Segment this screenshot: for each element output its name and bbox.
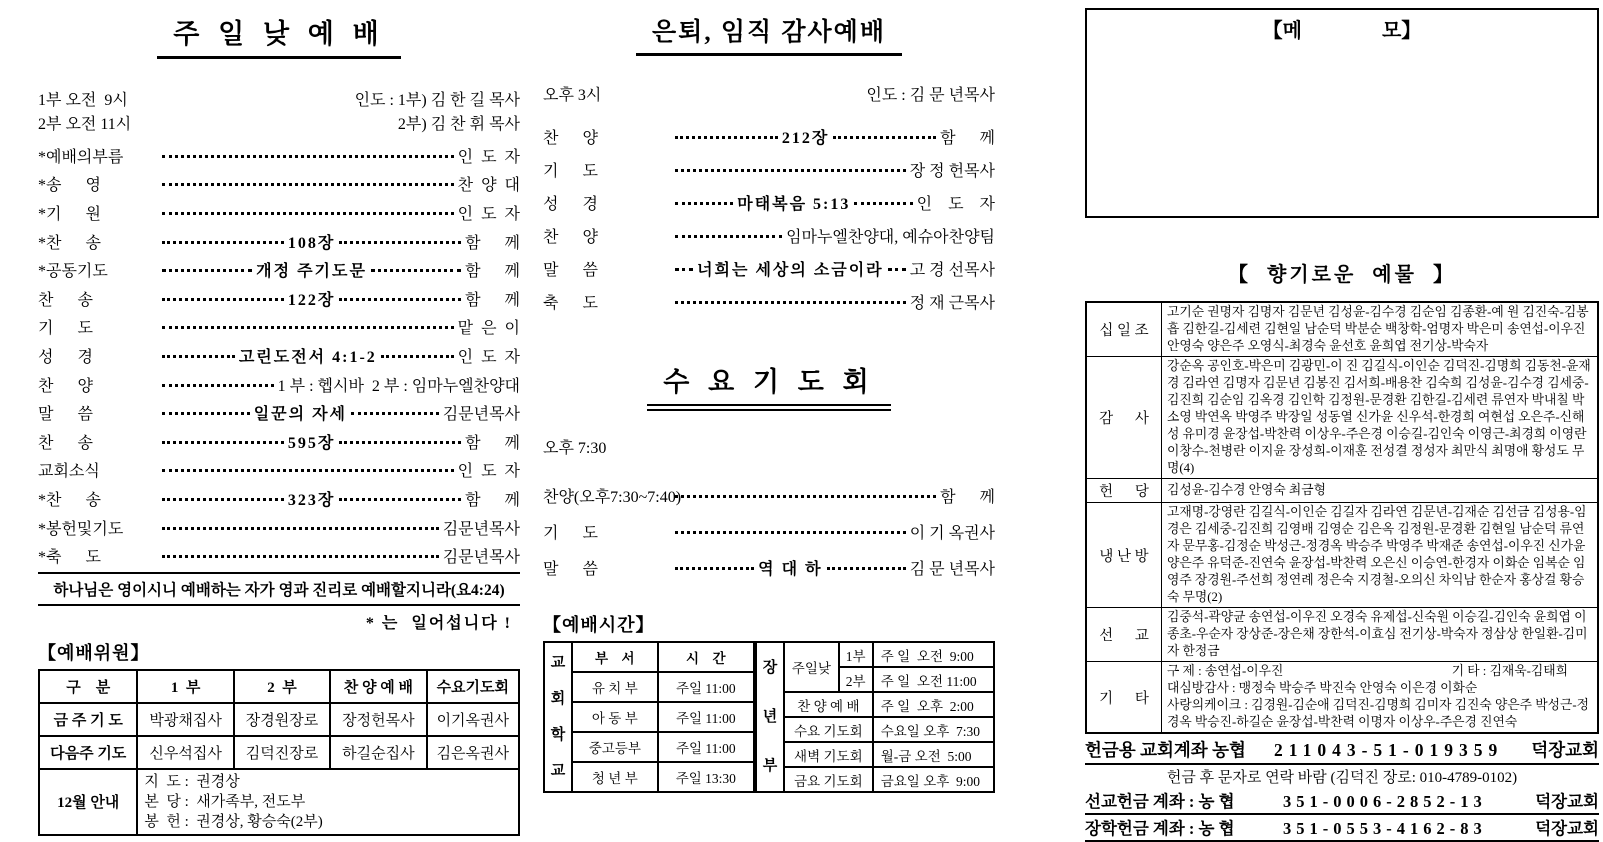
committee-cell: 하길순집사 <box>330 736 426 769</box>
dotted-leader <box>162 269 252 272</box>
order-row <box>38 170 520 199</box>
order-label: *기 원 <box>38 205 101 223</box>
meeting-time: 수요일 오후 7:30 <box>873 717 994 742</box>
committee-heading: 【예배위원】 <box>38 642 150 663</box>
scripture-ref: 고린도전서 4:1-2 <box>238 348 377 366</box>
offering-names: 김중석-곽양균 송연섭-이우진 오경숙 유제섭-신숙원 이승길-김인숙 윤희엽 이종초-우순자 장상준-장은채 장한석-이효심 전기상-박숙자 정삼상 한일환-김미자 한정금 <box>1162 608 1599 662</box>
dotted-leader <box>339 241 461 244</box>
order-right: 함 께 <box>940 130 996 147</box>
dotted-leader <box>675 268 693 271</box>
service-time: 오후 3시 <box>543 87 602 104</box>
december-line: 봉 헌 : 권경상, 황승숙(2부) <box>144 813 323 830</box>
december-info <box>137 769 519 835</box>
account-number: 351-0553-4162-83 <box>1283 819 1487 838</box>
dotted-leader <box>854 202 912 205</box>
meeting-time: 월-금 오전 5:00 <box>873 742 994 767</box>
middle-section <box>543 10 995 793</box>
committee-row-label: 금 주 기 도 <box>39 703 137 736</box>
order-row <box>543 285 995 318</box>
scholarship-account-line <box>1085 815 1599 842</box>
dotted-leader <box>162 326 454 329</box>
dotted-leader <box>675 531 906 534</box>
dept-time: 주일 13:30 <box>658 762 754 792</box>
offering-row <box>1086 302 1598 357</box>
order-right: 김문년목사 <box>442 549 520 567</box>
dotted-leader <box>162 241 284 244</box>
dept-time: 주일 11:00 <box>658 702 754 732</box>
service-time: 오후 7:30 <box>543 440 607 457</box>
order-right: 인 도 자 <box>457 463 520 481</box>
order-right: 김문년목사 <box>442 520 520 538</box>
offering-names: 강순옥 공인호-박은미 김광민-이 진 김길식-이인순 김덕진-김명희 김동천-윤재경 김라연 김명자 김문년 김봉진 김서희-배용찬 김숙희 김성윤-김수경 김세중-김진희 김순임 김옥경 김인학 김정원-문경환 김한길-김세련 류연자 박내칠 박소영 박연옥 박영주 박장일 성동열 신가윤 신우석-한경희 여현섭 오은주-신해성 유미경 윤장섭-박찬력 이상우-주은경 이승길-김인숙 이영근-최경희 이영란 이창수-천병란 이지윤 장성희-이재훈 전성결 정성자 최만식 최명애 황성도 무명(4) <box>1162 357 1599 479</box>
order-label: *송 영 <box>38 177 101 195</box>
account-number: 211043-51-019359 <box>1274 740 1504 760</box>
memo-box <box>1085 8 1599 218</box>
offering-names-misc <box>1162 662 1599 734</box>
dotted-leader <box>162 441 284 444</box>
memo-title: 【메 모】 <box>1262 20 1422 42</box>
worship-committee-table <box>38 669 520 836</box>
part2-leader: 2부) 김 찬 휘 목사 <box>397 116 520 133</box>
order-label: 성 경 <box>38 348 93 366</box>
order-label: 찬 양 <box>543 130 598 147</box>
service-time-row <box>38 89 520 113</box>
offering-row <box>1086 479 1598 503</box>
order-label: 말 씀 <box>543 560 598 578</box>
order-row <box>543 120 995 153</box>
scripture-ref: 역 대 하 <box>758 560 823 578</box>
relief-offering: 구 제 : 송연섭-이우진 <box>1167 664 1284 678</box>
order-right: 고 경 선목사 <box>909 262 995 279</box>
dept-time: 주일 11:00 <box>658 732 754 762</box>
dotted-leader <box>888 268 906 271</box>
order-row <box>38 198 520 227</box>
mission-account-line <box>1085 788 1599 815</box>
dept-header: 부 서 <box>572 642 658 672</box>
part2-time: 2부 오전 11시 <box>38 116 132 133</box>
hymn-number: 212장 <box>781 130 830 147</box>
offering-row <box>1086 662 1598 734</box>
dotted-leader <box>162 384 274 387</box>
order-row <box>38 370 520 399</box>
offering-row <box>1086 608 1598 662</box>
meeting-label: 수요 기도회 <box>784 717 873 742</box>
order-row <box>38 541 520 570</box>
account-label: 장학헌금 계좌 : 농 협 <box>1085 819 1235 838</box>
order-label: 성 경 <box>543 196 598 213</box>
offering-names: 김성윤-김수경 안영숙 최금형 <box>1162 479 1599 503</box>
adult-row <box>756 742 994 767</box>
dotted-leader <box>162 527 439 530</box>
offering-names: 고재명-강영란 김길식-이인순 김길자 김라연 김문년-김재순 김선금 김성용-임경은 김세중-김진희 김영배 김영순 김은옥 김정원-문경환 김현일 남순덕 류연자 문무홍-김정순 박성근-정경옥 박승주 박영주 박재준 송연섭-이우진 신가윤 양은주 유덕준-진연숙 윤장섭-박찬력 오은신 이승연-한경자 이화순 임복순 임영주 장경원-주선희 정연례 정은숙 지경철-오의신 차익남 한순자 홍상걸 황승숙 무명(2) <box>1162 503 1599 608</box>
committee-row-label: 다음주 기도 <box>39 736 137 769</box>
account-label: 선교헌금 계좌 : 농 협 <box>1085 792 1235 811</box>
adult-row <box>756 692 994 717</box>
visitation-thanks: 대심방감사 : 맹정숙 박승주 박진숙 안영숙 이은경 이화순 <box>1167 681 1478 695</box>
order-of-service <box>543 120 995 318</box>
sunday-day-label: 주일낮 <box>784 642 839 692</box>
standing-note: * 는 일어섭니다 ! <box>365 614 512 632</box>
order-label: *공동기도 <box>38 263 108 281</box>
order-row <box>543 219 995 252</box>
order-right: 이 기 옥권사 <box>909 524 995 542</box>
part1-leader: 인도 : 1부) 김 한 길 목사 <box>354 92 520 109</box>
december-line: 본 당 : 새가족부, 전도부 <box>144 793 306 810</box>
dotted-leader <box>339 498 461 501</box>
committee-header: 2 부 <box>234 670 330 703</box>
part-label: 2부 <box>839 667 873 692</box>
order-label: *축 도 <box>38 549 101 567</box>
order-right: 함 께 <box>465 434 521 452</box>
service-time-row <box>543 84 995 108</box>
dotted-leader <box>339 441 461 444</box>
offering-account-line <box>1085 737 1599 765</box>
offering-category: 기 타 <box>1086 662 1162 734</box>
order-right: 인 도 자 <box>457 348 520 366</box>
order-label: 찬 양 <box>38 377 93 395</box>
service-time-row <box>543 437 995 461</box>
meeting-time: 금요일 오후 9:00 <box>873 767 994 792</box>
love-cake: 사랑의케이크 : 김경원-김순애 김덕진-김명희 김미자 김진숙 양은주 박성근-정경옥 박승진-하길순 윤장섭-박찬력 이명자 이상우-주은경 진연숙 <box>1167 698 1589 729</box>
dotted-leader <box>339 298 461 301</box>
dotted-leader <box>381 355 454 358</box>
committee-header-row <box>39 670 519 703</box>
sunday-service-section <box>38 10 520 836</box>
order-label: *찬 송 <box>38 234 101 252</box>
dotted-leader <box>675 495 936 498</box>
adult-row <box>756 767 994 792</box>
dotted-leader <box>162 412 250 415</box>
part-time: 주 일 오전 9:00 <box>873 642 994 667</box>
order-label: *예배의부름 <box>38 148 124 166</box>
offering-row <box>1086 503 1598 608</box>
order-row <box>543 186 995 219</box>
order-row <box>38 341 520 370</box>
order-right: 김 문 년목사 <box>909 560 995 578</box>
school-row <box>544 702 754 732</box>
order-row <box>38 141 520 170</box>
account-holder: 덕장교회 <box>1531 740 1599 760</box>
order-of-service <box>543 477 995 585</box>
december-line: 지 도 : 권경상 <box>144 773 240 790</box>
dotted-leader <box>162 469 454 472</box>
order-row <box>38 255 520 284</box>
order-label: 축 도 <box>543 295 598 312</box>
order-right: 정 재 근목사 <box>909 295 995 312</box>
order-row <box>38 427 520 456</box>
order-right: 인 도 자 <box>457 205 520 223</box>
dotted-leader <box>351 412 439 415</box>
bank-accounts <box>1085 737 1599 842</box>
order-row <box>38 313 520 342</box>
part-label: 1부 <box>839 642 873 667</box>
order-right: 장 정 헌목사 <box>909 163 995 180</box>
part-time: 주 일 오전 11:00 <box>873 667 994 692</box>
dotted-leader <box>162 155 454 158</box>
church-school-vertical-label: 교회학교 <box>544 642 572 792</box>
dotted-leader <box>162 555 439 558</box>
committee-row <box>39 736 519 769</box>
sermon-title: 일꾼의 자세 <box>253 406 347 424</box>
committee-row <box>39 769 519 835</box>
dotted-leader <box>675 202 733 205</box>
order-right: 함 께 <box>465 491 521 509</box>
offering-category: 십 일 조 <box>1086 302 1162 357</box>
dotted-leader <box>675 567 754 570</box>
committee-cell: 김은옥권사 <box>427 736 519 769</box>
order-row <box>38 484 520 513</box>
dotted-leader <box>675 301 906 304</box>
sermon-title: 너희는 세상의 소금이라 <box>697 262 884 279</box>
committee-cell: 장정헌목사 <box>330 703 426 736</box>
offering-row <box>1086 357 1598 479</box>
order-label: 기 도 <box>543 524 598 542</box>
dotted-leader <box>371 269 461 272</box>
order-right: 김문년목사 <box>442 406 520 424</box>
order-label: 교회소식 <box>38 463 100 481</box>
dotted-leader <box>675 136 778 139</box>
order-right: 1 부 : 헵시바 2 부 : 임마누엘찬양대 <box>277 377 520 395</box>
right-section <box>1085 8 1599 842</box>
account-holder: 덕장교회 <box>1535 819 1599 838</box>
committee-cell: 이기옥권사 <box>427 703 519 736</box>
order-row <box>543 513 995 549</box>
committee-cell: 박광채집사 <box>137 703 233 736</box>
offering-category: 냉 난 방 <box>1086 503 1162 608</box>
sunday-service-title: 주 일 낮 예 배 <box>157 10 400 59</box>
contact-note: 헌금 후 문자로 연락 바람 (김덕진 장로: 010-4789-0102) <box>1166 770 1518 786</box>
committee-header: 수요기도회 <box>427 670 519 703</box>
school-row <box>544 672 754 702</box>
order-right: 함 께 <box>465 263 521 281</box>
committee-cell: 신우석집사 <box>137 736 233 769</box>
dotted-leader <box>162 355 235 358</box>
worship-times-heading: 【예배시간】 <box>543 615 655 635</box>
part1-time: 1부 오전 9시 <box>38 92 128 109</box>
order-label: 찬 송 <box>38 434 93 452</box>
offering-names: 고기순 권명자 김명자 김문년 김성윤-김수경 김순임 김종환-예 원 김진숙-김봉흡 김한길-김세련 김현일 남순덕 박분순 백창학-엄명자 박은미 송연섭-이우진 안영숙 양은주 오영식-최경숙 윤선호 윤희엽 전기상-박숙자 <box>1162 302 1599 357</box>
order-right: 함 께 <box>465 291 521 309</box>
scripture-verse-banner: 하나님은 영이시니 예배하는 자가 영과 진리로 예배할지니라(요4:24) <box>38 572 520 606</box>
order-label: *찬 송 <box>38 491 101 509</box>
offering-category: 헌 당 <box>1086 479 1162 503</box>
meeting-label: 금요 기도회 <box>784 767 873 792</box>
order-right: 임마누엘찬양대, 예슈아찬양팀 <box>786 229 995 246</box>
committee-header: 찬 양 예 배 <box>330 670 426 703</box>
offerings-heading: 【 향기로운 예물 】 <box>1228 264 1456 286</box>
meeting-label: 찬 양 예 배 <box>784 692 873 717</box>
dotted-leader <box>162 183 454 186</box>
december-label: 12월 안내 <box>39 769 137 835</box>
hymn-number: 595장 <box>287 434 336 452</box>
order-right: 함 께 <box>940 488 995 506</box>
meeting-label: 새벽 기도회 <box>784 742 873 767</box>
hymn-number: 323장 <box>287 491 336 509</box>
adult-row <box>756 717 994 742</box>
dotted-leader <box>162 212 454 215</box>
order-label: 찬 송 <box>38 291 93 309</box>
order-row <box>543 549 995 585</box>
order-row <box>38 513 520 542</box>
order-right: 맡 은 이 <box>457 320 520 338</box>
dept-name: 중고등부 <box>572 732 658 762</box>
order-row <box>38 284 520 313</box>
service-leader: 인도 : 김 문 년목사 <box>866 87 995 104</box>
misc-line <box>1167 663 1592 680</box>
dept-name: 아 동 부 <box>572 702 658 732</box>
dotted-leader <box>827 567 906 570</box>
order-of-service <box>38 141 520 570</box>
order-row <box>543 252 995 285</box>
order-row <box>38 227 520 256</box>
committee-cell: 김덕진장로 <box>234 736 330 769</box>
school-row <box>544 732 754 762</box>
order-right: 인 도 자 <box>916 196 995 213</box>
order-right: 인 도 자 <box>457 148 520 166</box>
account-label: 헌금용 교회계좌 농협 <box>1085 740 1246 760</box>
thanksgiving-service-title: 은퇴, 임직 감사예배 <box>636 10 902 56</box>
dept-name: 유 치 부 <box>572 672 658 702</box>
order-label: *봉헌및기도 <box>38 520 124 538</box>
order-row <box>543 477 995 513</box>
adult-times-table <box>755 641 995 793</box>
time-header: 시 간 <box>658 642 754 672</box>
offerings-table <box>1085 301 1599 734</box>
adult-row <box>756 642 994 667</box>
hymn-number: 108장 <box>287 234 336 252</box>
order-row <box>543 153 995 186</box>
order-label: 찬양(오후7:30~7:40) <box>543 488 682 506</box>
order-row <box>38 398 520 427</box>
dept-time: 주일 11:00 <box>658 672 754 702</box>
order-label: 기 도 <box>543 163 598 180</box>
committee-header: 구 분 <box>39 670 137 703</box>
meeting-time: 주 일 오후 2:00 <box>873 692 994 717</box>
dotted-leader <box>162 298 284 301</box>
account-number: 351-0006-2852-13 <box>1283 792 1487 811</box>
etc-offering: 기 타 : 김재욱-김태희 <box>1451 664 1568 678</box>
church-school-times-table <box>543 641 755 793</box>
dotted-leader <box>833 136 936 139</box>
order-label: 말 씀 <box>38 406 93 424</box>
service-time-row <box>38 113 520 137</box>
dotted-leader <box>675 169 906 172</box>
scripture-ref: 마태복음 5:13 <box>737 196 851 213</box>
order-right: 찬 양 대 <box>457 177 520 195</box>
school-row <box>544 762 754 792</box>
worship-times-tables <box>543 641 995 793</box>
order-label: 말 씀 <box>543 262 598 279</box>
hymn-number: 122장 <box>287 291 336 309</box>
wednesday-prayer-title: 수 요 기 도 회 <box>647 358 890 411</box>
prayer-title: 개정 주기도문 <box>256 263 367 281</box>
offering-category: 감 사 <box>1086 357 1162 479</box>
order-right: 함 께 <box>465 234 521 252</box>
dotted-leader <box>162 498 284 501</box>
committee-cell: 장경원장로 <box>234 703 330 736</box>
adult-vertical-label: 장년부 <box>756 642 784 792</box>
offering-category: 선 교 <box>1086 608 1162 662</box>
dotted-leader <box>675 235 782 238</box>
order-row <box>38 456 520 485</box>
committee-header: 1 부 <box>137 670 233 703</box>
committee-row <box>39 703 519 736</box>
order-label: 찬 양 <box>543 229 598 246</box>
dept-name: 청 년 부 <box>572 762 658 792</box>
account-holder: 덕장교회 <box>1535 792 1599 811</box>
order-label: 기 도 <box>38 320 93 338</box>
